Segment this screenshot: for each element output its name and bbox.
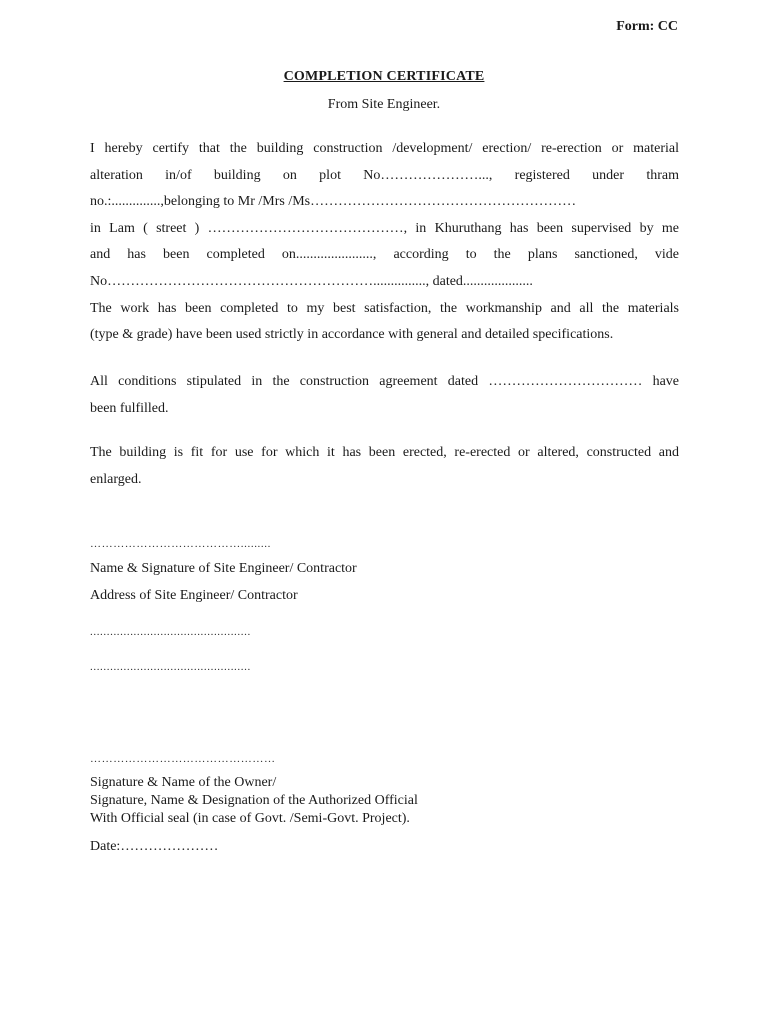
certificate-subtitle: From Site Engineer.	[327, 97, 441, 112]
owner-signature-text-1: Signature & Name of the Owner/	[90, 775, 277, 790]
date-label: Date:…………………	[90, 839, 219, 854]
fitness-paragraph	[90, 440, 679, 493]
date-field	[90, 838, 218, 856]
paragraph-line: All conditions stipulated in the construction agreement dated …………………………… have	[90, 374, 679, 389]
certify-paragraph	[90, 136, 679, 349]
owner-signature-text-2: Signature, Name & Designation of the Authorized Official	[90, 793, 418, 808]
conditions-paragraph	[90, 369, 679, 422]
engineer-address-line-1: ................................................	[90, 626, 251, 638]
paragraph-line: been fulfilled.	[90, 400, 169, 416]
paragraph-line: in Lam ( street ) ……………………………………, in Khuruthang has been supervised by me	[90, 220, 679, 236]
paragraph-line: enlarged.	[90, 471, 142, 487]
engineer-address-line-2: ................................................	[90, 661, 251, 673]
paragraph-line: The work has been completed to my best satisfaction, the workmanship and all the materials	[90, 300, 679, 316]
form-code: Form: CC	[616, 19, 678, 34]
paragraph-line: and has been completed on......................, according to the plans sanctioned, vide	[90, 247, 679, 263]
engineer-signature-line: ………………………………….........	[90, 538, 271, 550]
paragraph-line: I hereby certify that the building construction /development/ erection/ re-erection or material	[90, 141, 679, 156]
certificate-title: COMPLETION CERTIFICATE	[283, 69, 485, 84]
engineer-address-text: Address of Site Engineer/ Contractor	[90, 588, 298, 603]
owner-signature-block	[90, 774, 418, 828]
engineer-name-text: Name & Signature of Site Engineer/ Contractor	[90, 561, 357, 576]
paragraph-line: alteration in/of building on plot No…………………..., registered under thram	[90, 167, 679, 183]
paragraph-line: (type & grade) have been used strictly in accordance with general and detailed specifications.	[90, 327, 614, 343]
owner-signature-text-3: With Official seal (in case of Govt. /Semi-Govt. Project).	[90, 811, 410, 826]
engineer-name-label	[90, 560, 357, 578]
paragraph-line: no.:..............,belonging to Mr /Mrs /Ms…………………………………………………	[90, 194, 577, 210]
engineer-address-label	[90, 587, 298, 605]
paragraph-line: No…………………………………………………..............., dated....................	[90, 273, 533, 289]
paragraph-line: The building is fit for use for which it has been erected, re-erected or altered, constructed and	[90, 445, 679, 460]
owner-signature-line: …………………………………………	[90, 753, 276, 765]
